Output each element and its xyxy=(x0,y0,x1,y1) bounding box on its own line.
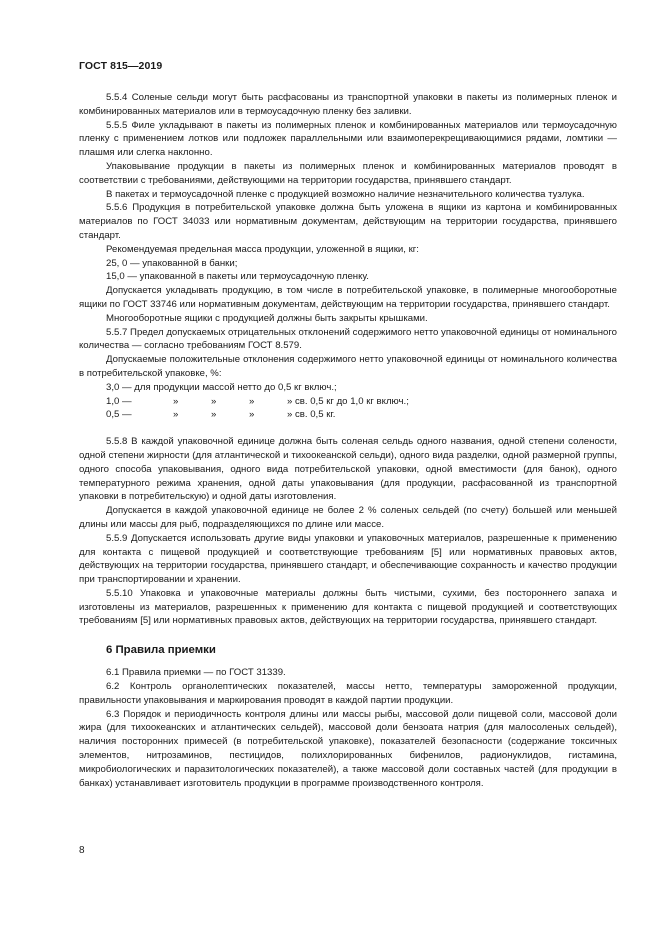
page-header: ГОСТ 815—2019 xyxy=(79,60,163,72)
spacer xyxy=(79,422,617,435)
paragraph: 5.5.5 Филе укладывают в пакеты из полимерных пленок и комбинированных материалов или термоусадочную пленку с применением лотков или подложек параллельными или взаимоперекрещивающимися рядами, ломтики — плашмя или слегка наклонно. xyxy=(79,119,617,159)
section-title: 6 Правила приемки xyxy=(106,644,216,657)
paragraph: 5.5.7 Предел допускаемых отрицательных отклонений содержимого нетто упаковочной единицы от номинального количества — согласно требованиям ГОСТ 8.579. xyxy=(79,326,617,352)
paragraph: Допускаемые положительные отклонения содержимого нетто упаковочной единицы от номинального количества в потребительской упаковке, %: xyxy=(79,354,617,379)
mass-line: 25, 0 — упакованной в банки; xyxy=(106,257,238,269)
mass-line: 15,0 — упакованной в пакеты или термоусадочную пленку. xyxy=(106,271,369,283)
paragraph: 5.5.10 Упаковка и упаковочные материалы должны быть чистыми, сухими, без постороннего запаха и изготовлены из материалов, разрешенных к применению для контакта с пищевой продукцией и соответствующих требованиям [5] или нормативных правовых актов, действующих на территории государства, принявшего стандарт. xyxy=(79,587,617,627)
page-number: 8 xyxy=(79,845,85,856)
paragraph: Упаковывание продукции в пакеты из полимерных пленок и комбинированных материалов проводят в соответствии с требованиями, действующими на территории государства, принявшего стандарт. xyxy=(79,160,617,186)
tolerance-desc: » св. 0,5 кг до 1,0 кг включ.; xyxy=(287,395,409,407)
ditto-mark: » xyxy=(211,395,217,407)
ditto-mark: » xyxy=(249,409,255,421)
tolerance-row xyxy=(79,408,617,422)
paragraph: 6.2 Контроль органолептических показателей, массы нетто, температуры замороженной продукции, правильности упаковывания и маркирования проводят в каждой партии продукции. xyxy=(79,681,617,706)
ditto-mark: » xyxy=(173,409,179,421)
paragraph: Рекомендуемая предельная масса продукции, уложенной в ящики, кг: xyxy=(106,243,419,255)
paragraph: Многооборотные ящики с продукцией должны быть закрыты крышками. xyxy=(106,312,428,324)
tolerance-line: 3,0 — для продукции массой нетто до 0,5 кг включ.; xyxy=(106,381,337,393)
ditto-mark: » xyxy=(249,395,255,407)
paragraph: Допускается укладывать продукцию, в том числе в потребительской упаковке, в полимерные многооборотные ящики по ГОСТ 33746 или нормативным документам, действующим на территории государства, принявшего стандарт. xyxy=(79,285,617,310)
paragraph: 5.5.9 Допускается использовать другие виды упаковки и упаковочных материалов, разрешенные к применению для контакта с пищевой продукцией и соответствующие требованиям [5] или нормативных правовых актов, действующих на территории государства, принявшего стандарт, и обеспечивающие сохранность и качество продукции при транспортировании и хранении. xyxy=(79,532,617,586)
paragraph: 6.3 Порядок и периодичность контроля длины или массы рыбы, массовой доли пищевой соли, массовой доли жира (для тихоокеанских и атлантических сельдей), массовой доли бензоата натрия (для малосоленых сельдей), наличия посторонних примесей (в потребительской упаковке), показателей безопасности (содержание токсичных элементов, нитрозаминов, пестицидов, полихлорированных бифенилов, радионуклидов, гистамина, микробиологических и паразитологических показателей), а также массовой доли составных частей (для продукции в банках) устанавливает изготовитель продукции в программе производственного контроля. xyxy=(79,708,617,789)
paragraph: Допускается в каждой упаковочной единице не более 2 % соленых сельдей (по счету) большей или меньшей длины или массы для рыб, подразделяющихся по длине или массе. xyxy=(79,505,617,530)
paragraph: 5.5.4 Соленые сельди могут быть расфасованы из транспортной упаковки в пакеты из полимерных пленок и комбинированных материалов или в термоусадочную пленку без заливки. xyxy=(79,92,617,117)
ditto-mark: » xyxy=(173,395,179,407)
tolerance-value: 1,0 — xyxy=(106,395,132,407)
tolerance-desc: » св. 0,5 кг. xyxy=(287,409,336,421)
paragraph: 5.5.8 В каждой упаковочной единице должна быть соленая сельдь одного названия, одной степени солености, одной степени жирности (для атлантической и тихоокеанской сельди), одного вида разделки, одной размерной группы, одного способа упаковывания, одного вида потребительской упаковки, одной вместимости (для банок), одного температурного режима хранения, одной даты упаковывания (для продукции, расфасованной из транспортной упаковки в потребительскую) и одной даты изготовления. xyxy=(79,436,617,503)
document-body xyxy=(79,91,617,790)
tolerance-row xyxy=(79,395,617,409)
paragraph: 6.1 Правила приемки — по ГОСТ 31339. xyxy=(106,667,286,679)
paragraph: В пакетах и термоусадочной пленке с продукцией возможно наличие незначительного количества тузлука. xyxy=(106,188,585,200)
ditto-mark: » xyxy=(211,409,217,421)
paragraph: 5.5.6 Продукция в потребительской упаковке должна быть уложена в ящики из картона и комбинированных материалов по ГОСТ 34033 или нормативным документам, действующим на территории государства, принявшего стандарт. xyxy=(79,202,617,241)
tolerance-value: 0,5 — xyxy=(106,409,132,421)
